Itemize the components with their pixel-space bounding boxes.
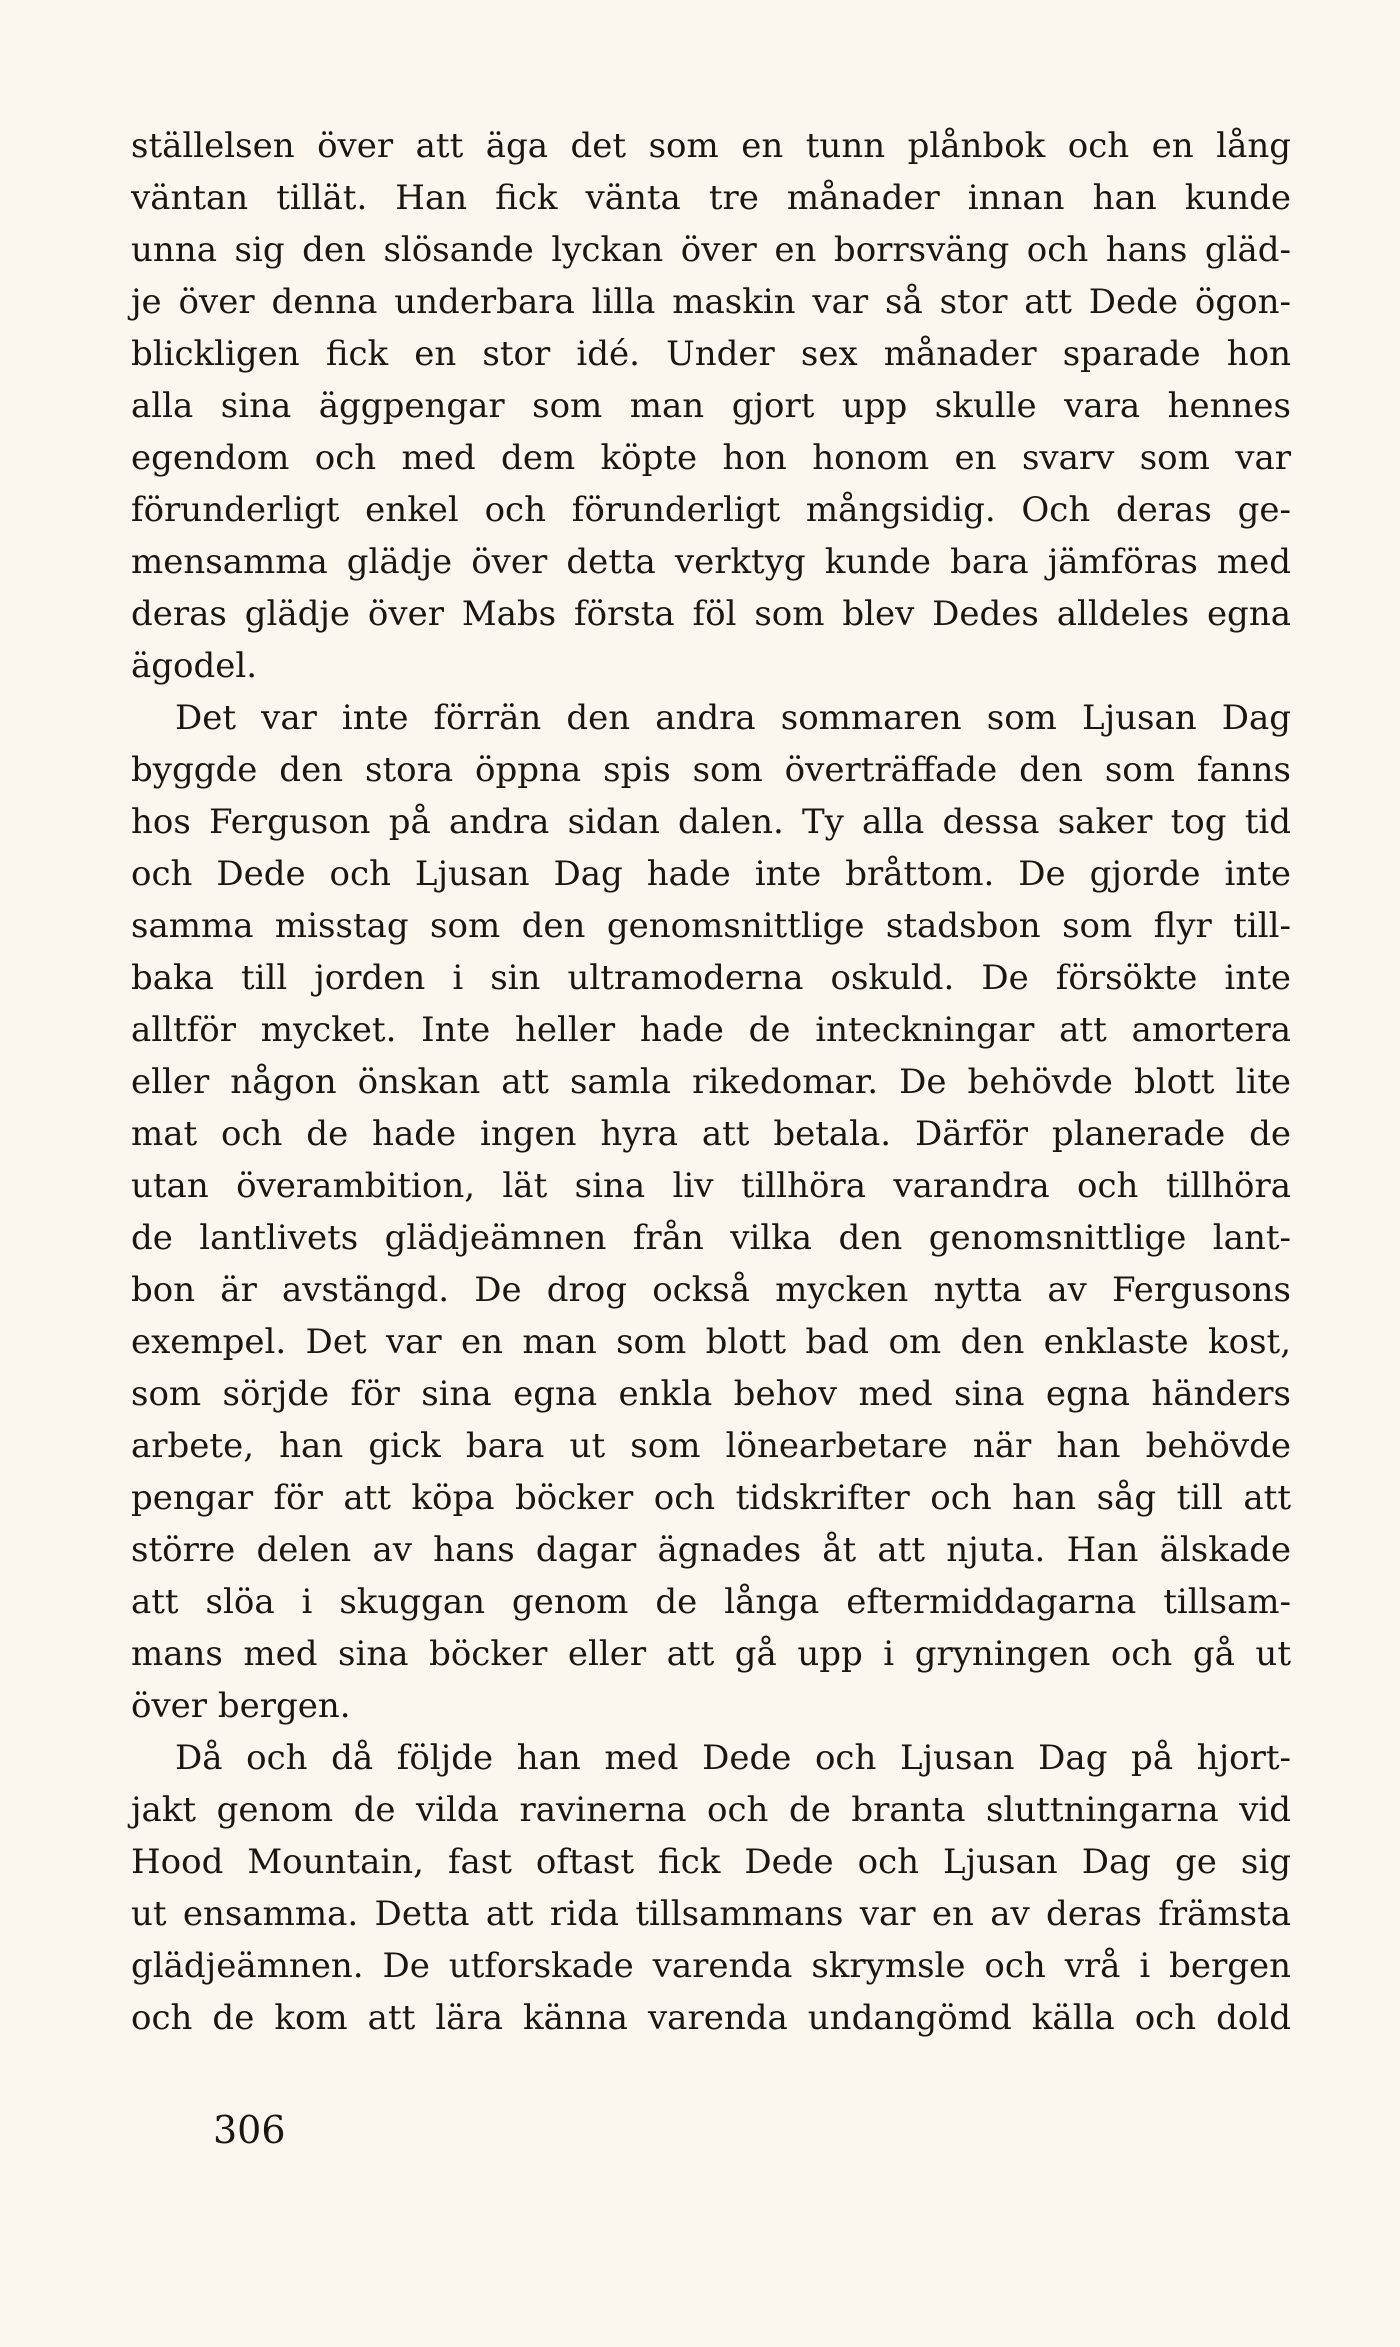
text-line: je över denna underbara lilla maskin var så stor att Dede ögon- (131, 282, 1291, 322)
text-line: baka till jorden i sin ultramoderna oskuld. De försökte inte (131, 958, 1291, 998)
text-line: och Dede och Ljusan Dag hade inte bråttom. De gjorde inte (131, 854, 1291, 894)
text-line: väntan tillät. Han fick vänta tre månader innan han kunde (131, 178, 1291, 218)
text-line: blickligen fick en stor idé. Under sex månader sparade hon (131, 334, 1291, 374)
body-text (131, 120, 1291, 2044)
text-line: deras glädje över Mabs första föl som blev Dedes alldeles egna (131, 594, 1291, 634)
paragraph (131, 120, 1291, 692)
text-line: samma misstag som den genomsnittlige stadsbon som flyr till- (131, 906, 1291, 946)
text-line: mensamma glädje över detta verktyg kunde bara jämföras med (131, 542, 1291, 582)
text-line: arbete, han gick bara ut som lönearbetare när han behövde (131, 1426, 1291, 1466)
text-line: och de kom att lära känna varenda undangömd källa och dold (131, 1998, 1291, 2038)
text-line: Då och då följde han med Dede och Ljusan Dag på hjort- (175, 1738, 1291, 1778)
text-line: att slöa i skuggan genom de långa eftermiddagarna tillsam- (131, 1582, 1291, 1622)
text-line: alltför mycket. Inte heller hade de inteckningar att amortera (131, 1010, 1291, 1050)
text-line: ägodel. (131, 646, 258, 686)
text-line: jakt genom de vilda ravinerna och de branta sluttningarna vid (131, 1790, 1291, 1830)
text-line: byggde den stora öppna spis som överträffade den som fanns (131, 750, 1291, 790)
text-line: bon är avstängd. De drog också mycken nytta av Fergusons (131, 1270, 1291, 1310)
text-line: mans med sina böcker eller att gå upp i gryningen och gå ut (131, 1634, 1291, 1674)
text-line: eller någon önskan att samla rikedomar. De behövde blott lite (131, 1062, 1291, 1102)
text-line: hos Ferguson på andra sidan dalen. Ty alla dessa saker tog tid (131, 802, 1291, 842)
paragraph (131, 1732, 1291, 2044)
text-line: över bergen. (131, 1686, 351, 1726)
text-line: Hood Mountain, fast oftast fick Dede och Ljusan Dag ge sig (131, 1842, 1291, 1882)
text-line: mat och de hade ingen hyra att betala. Därför planerade de (131, 1114, 1291, 1154)
text-line: ut ensamma. Detta att rida tillsammans var en av deras främsta (131, 1894, 1291, 1934)
text-line: förunderligt enkel och förunderligt mångsidig. Och deras ge- (131, 490, 1291, 530)
text-line: ställelsen över att äga det som en tunn plånbok och en lång (131, 126, 1291, 166)
page-number: 306 (213, 2108, 286, 2152)
text-line: utan överambition, lät sina liv tillhöra varandra och tillhöra (131, 1166, 1291, 1206)
text-line: egendom och med dem köpte hon honom en svarv som var (131, 438, 1291, 478)
paragraph (131, 692, 1291, 1732)
text-line: pengar för att köpa böcker och tidskrifter och han såg till att (131, 1478, 1291, 1518)
text-line: de lantlivets glädjeämnen från vilka den genomsnittlige lant- (131, 1218, 1291, 1258)
text-line: som sörjde för sina egna enkla behov med sina egna händers (131, 1374, 1291, 1414)
text-line: större delen av hans dagar ägnades åt att njuta. Han älskade (131, 1530, 1291, 1570)
text-line: glädjeämnen. De utforskade varenda skrymsle och vrå i bergen (131, 1946, 1291, 1986)
text-line: alla sina äggpengar som man gjort upp skulle vara hennes (131, 386, 1291, 426)
text-line: Det var inte förrän den andra sommaren som Ljusan Dag (175, 698, 1291, 738)
text-line: unna sig den slösande lyckan över en borrsväng och hans gläd- (131, 230, 1291, 270)
text-line: exempel. Det var en man som blott bad om den enklaste kost, (131, 1322, 1291, 1362)
